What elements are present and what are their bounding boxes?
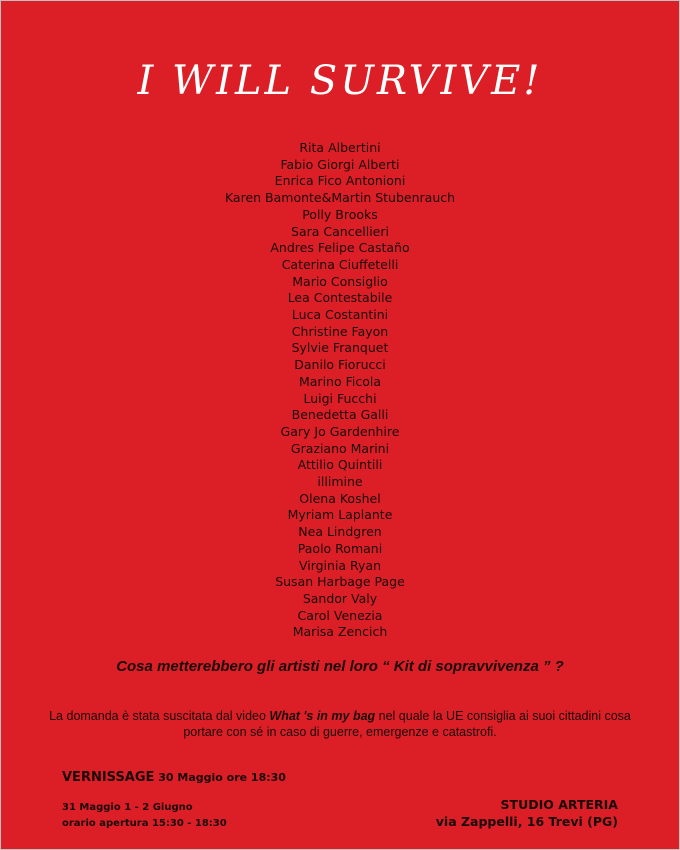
artist-name: Marino Ficola xyxy=(298,373,381,389)
vernissage-date: 30 Maggio ore 18:30 xyxy=(154,771,286,784)
artist-name: Fabio Giorgi Alberti xyxy=(280,156,400,172)
artist-name: Olena Koshel xyxy=(299,490,381,506)
artist-name: Susan Harbage Page xyxy=(275,574,405,590)
artist-name: Luca Costantini xyxy=(291,307,389,323)
artist-name: Andres Felipe Castaño xyxy=(270,240,410,256)
artist-name: Lea Contestabile xyxy=(287,290,393,306)
artist-name: Paolo Romani xyxy=(297,540,383,556)
venue-block xyxy=(436,796,618,830)
artist-name: Marisa Zencich xyxy=(292,624,388,640)
vernissage-label: VERNISSAGE xyxy=(62,770,155,785)
venue-name: STUDIO ARTERIA xyxy=(500,797,618,812)
poster-title: I WILL SURVIVE! xyxy=(137,58,543,104)
exhibition-days: 31 Maggio 1 - 2 Giugno xyxy=(62,802,193,813)
opening-hours: orario apertura 15:30 - 18:30 xyxy=(62,818,227,829)
question-text: Cosa metterebbero gli artisti nel loro “ Kit di sopravvivenza ” ? xyxy=(116,658,564,675)
artist-name: Sylvie Franquet xyxy=(291,340,389,356)
artist-name: Danilo Fiorucci xyxy=(294,357,386,373)
artist-name: Benedetta Galli xyxy=(291,407,389,423)
artist-name: Gary Jo Gardenhire xyxy=(280,423,400,439)
artist-name: Luigi Fucchi xyxy=(303,390,377,406)
vernissage-line xyxy=(62,770,286,785)
artist-name: Christine Fayon xyxy=(291,323,389,339)
artist-name: Enrica Fico Antonioni xyxy=(274,173,406,189)
video-title: What 's in my bag xyxy=(269,709,376,723)
artist-name: Attilio Quintili xyxy=(297,457,383,473)
exhibition-dates xyxy=(62,800,227,832)
artist-name: Polly Brooks xyxy=(302,206,378,222)
artist-name: Caterina Ciuffetelli xyxy=(281,256,399,272)
artist-name: Rita Albertini xyxy=(299,140,381,155)
artist-list xyxy=(0,140,680,641)
artist-name: Karen Bamonte&Martin Stubenrauch xyxy=(224,190,456,206)
artist-name: Carol Venezia xyxy=(297,607,383,623)
description-after: nel quale la UE consiglia ai suoi cittadini cosa portare con sé in caso di guerre, emergenze e catastrofi. xyxy=(183,709,631,739)
venue-address: via Zappelli, 16 Trevi (PG) xyxy=(435,814,618,829)
artist-name: Nea Lindgren xyxy=(298,524,382,540)
artist-name: Sara Cancellieri xyxy=(291,223,389,239)
artist-name: Sandor Valy xyxy=(302,590,378,606)
artist-name: Virginia Ryan xyxy=(298,557,382,573)
description-text xyxy=(40,708,640,740)
artist-name: Mario Consiglio xyxy=(292,273,388,289)
artist-name: Graziano Marini xyxy=(290,440,390,456)
artist-name: Myriam Laplante xyxy=(287,507,393,523)
description-before: La domanda è stata suscitata dal video xyxy=(49,709,270,723)
artist-name: illimine xyxy=(317,474,363,490)
